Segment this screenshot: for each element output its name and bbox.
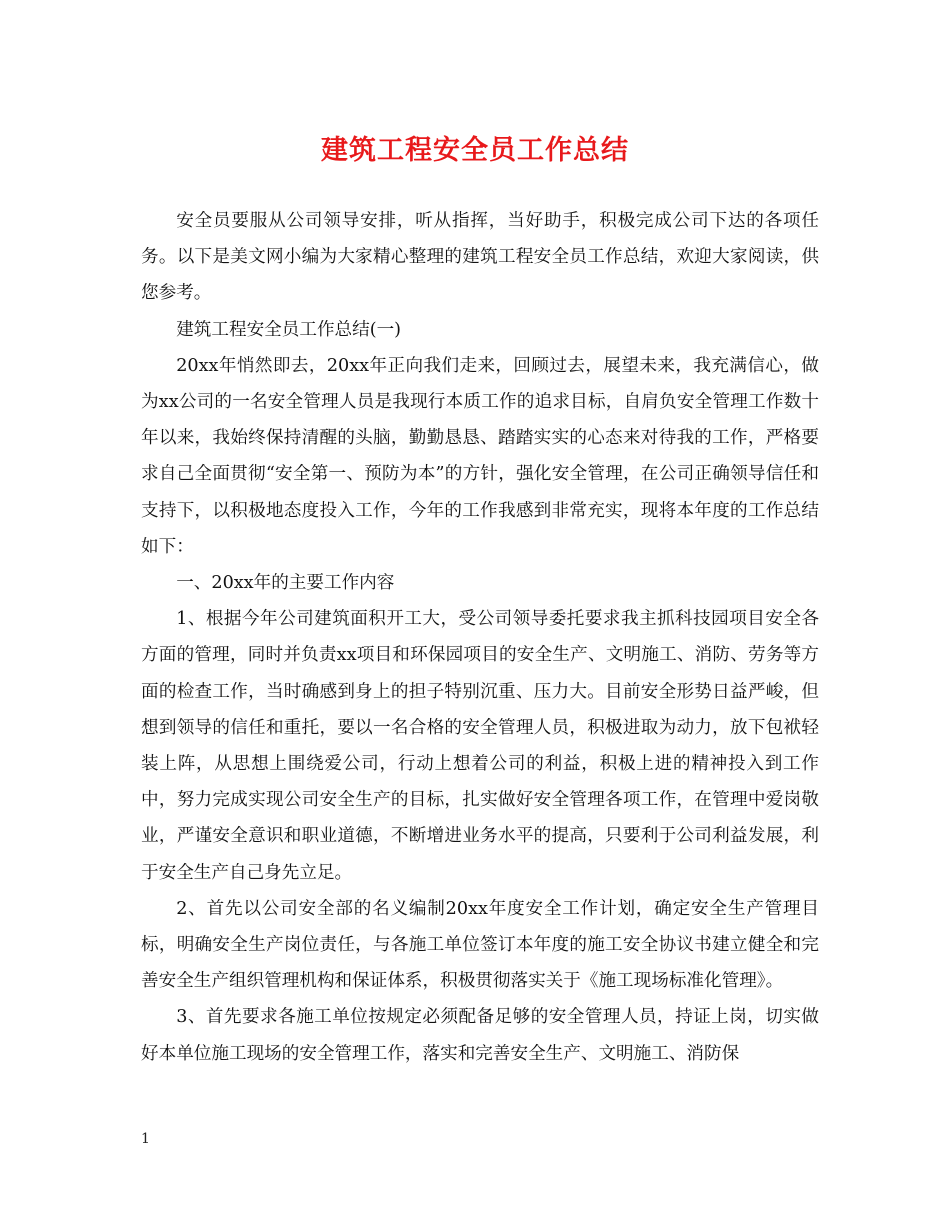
paragraph-section-heading: 建筑工程安全员工作总结(一): [176, 319, 402, 340]
paragraph-subheading: 一、20xx年的主要工作内容: [176, 573, 395, 594]
paragraph-item-2: 2、首先以公司安全部的名义编制20xx年度安全工作计划，确定安全生产管理目标，明确安全生产岗位责任，与各施工单位签订本年度的施工安全协议书建立健全和完善安全生产组织管理机构和保证体系，积极贯彻落实关于《施工现场标准化管理》。: [141, 898, 819, 992]
paragraph-item-3: 3、首先要求各施工单位按规定必须配备足够的安全管理人员，持证上岗，切实做好本单位施工现场的安全管理工作，落实和完善安全生产、文明施工、消防保: [141, 1007, 819, 1064]
paragraph-intro: 安全员要服从公司领导安排，听从指挥，当好助手，积极完成公司下达的各项任务。以下是美文网小编为大家精心整理的建筑工程安全员工作总结，欢迎大家阅读，供您参考。: [141, 211, 819, 304]
document-title: 建筑工程安全员工作总结: [321, 135, 629, 166]
document-body: [141, 203, 819, 1072]
page-number: 1: [141, 1131, 150, 1147]
paragraph-overview: 20xx年悄然即去，20xx年正向我们走来，回顾过去，展望未来，我充满信心，做为xx公司的一名安全管理人员是我现行本质工作的追求目标，自肩负安全管理工作数十年以来，我始终保持清醒的头脑，勤勤恳恳、踏踏实实的心态来对待我的工作，严格要求自己全面贯彻“安全第一、预防为本”的方针，强化安全管理，在公司正确领导信任和支持下，以积极地态度投入工作，今年的工作我感到非常充实，现将本年度的工作总结如下：: [141, 355, 819, 557]
paragraph-item-1: 1、根据今年公司建筑面积开工大，受公司领导委托要求我主抓科技园项目安全各方面的管理，同时并负责xx项目和环保园项目的安全生产、文明施工、消防、劳务等方面的检查工作，当时确感到身上的担子特别沉重、压力大。目前安全形势日益严峻，但想到领导的信任和重托，要以一名合格的安全管理人员，积极进取为动力，放下包袱轻装上阵，从思想上围绕爱公司，行动上想着公司的利益，积极上进的精神投入到工作中，努力完成实现公司安全生产的目标，扎实做好安全管理各项工作，在管理中爱岗敬业，严谨安全意识和职业道德，不断增进业务水平的提高，只要利于公司利益发展，利于安全生产自己身先立足。: [141, 609, 819, 883]
